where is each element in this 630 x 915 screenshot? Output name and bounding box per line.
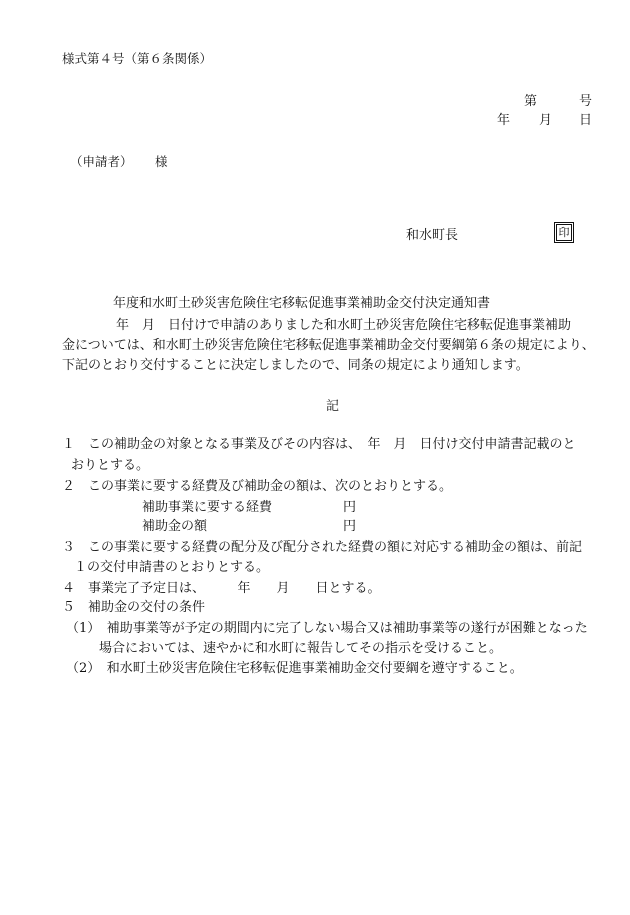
condition-2: （2） 和水町土砂災害危険住宅移転促進事業補助金交付要綱を遵守すること。 — [66, 661, 523, 676]
condition-1-line-2: 場合においては、速やかに和水町に報告してその指示を受けること。 — [99, 641, 503, 656]
body-line-3: 下記のとおり交付することに決定しましたので、同条の規定により通知します。 — [62, 358, 529, 373]
item-5: ５ 補助金の交付の条件 — [62, 600, 206, 615]
document-number-suffix: 号 — [579, 94, 593, 109]
applicant-label: （申請者） — [70, 154, 133, 169]
condition-1-line-1: （1） 補助事業等が予定の期間内に完了しない場合又は補助事業等の遂行が困難となった — [66, 621, 588, 636]
item-2: ２ この事業に要する経費及び補助金の額は、次のとおりとする。 — [62, 479, 453, 494]
seal-stamp-icon: 印 — [556, 224, 572, 241]
item-3-line-1: ３ この事業に要する経費の配分及び配分された経費の額に対応する補助金の額は、前記 — [62, 540, 583, 555]
honorific-sama: 様 — [155, 154, 168, 169]
form-number: 様式第４号（第６条関係） — [62, 51, 213, 66]
document-title: 年度和水町土砂災害危険住宅移転促進事業補助金交付決定通知書 — [113, 296, 491, 311]
item-3-line-2: １の交付申請書のとおりとする。 — [74, 560, 270, 575]
item-4: ４ 事業完了予定日は、 年 月 日とする。 — [62, 581, 381, 596]
date-day-label: 日 — [579, 113, 593, 128]
date-year-label: 年 — [497, 113, 511, 128]
document-number-prefix: 第 — [524, 94, 538, 109]
date-month-label: 月 — [539, 113, 553, 128]
item-1-line-1: １ この補助金の対象となる事業及びその内容は、 年 月 日付け交付申請書記載のと — [62, 437, 576, 452]
issuer-mayor: 和水町長 — [406, 228, 459, 243]
item-2-subsidy-label: 補助金の額 — [142, 519, 208, 534]
ki-heading: 記 — [326, 399, 340, 414]
body-line-1: 年 月 日付けで申請のありました和水町土砂災害危険住宅移転促進事業補助 — [116, 318, 572, 333]
item-1-line-2: おりとする。 — [71, 458, 150, 473]
item-2-expense-label: 補助事業に要する経費 — [142, 500, 273, 515]
item-2-expense-unit: 円 — [343, 500, 357, 515]
body-line-2: 金については、和水町土砂災害危険住宅移転促進事業補助金交付要綱第６条の規定により、 — [62, 338, 595, 353]
item-2-subsidy-unit: 円 — [343, 519, 357, 534]
